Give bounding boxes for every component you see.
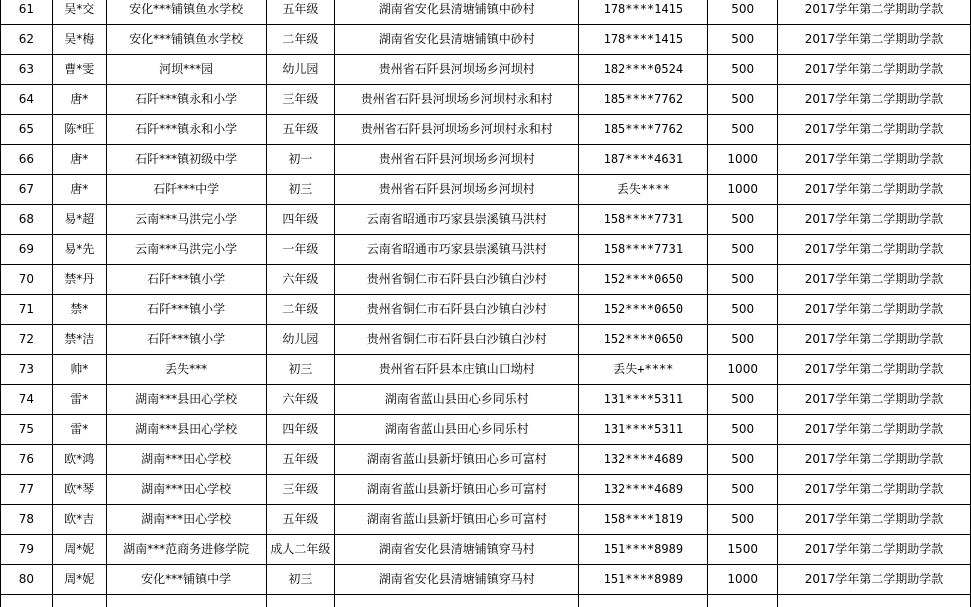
address-cell[interactable]: 湖南省安化县清塘铺镇穿马村	[335, 535, 579, 565]
term-cell[interactable]: 2017学年第二学期助学款	[777, 355, 970, 385]
amount-cell[interactable]: 500	[708, 265, 778, 295]
grade-cell[interactable]: 六年级	[266, 385, 335, 415]
term-cell[interactable]: 2017学年第二学期助学款	[777, 565, 970, 595]
student-name-cell[interactable]: 陈*旺	[52, 115, 106, 145]
school-cell[interactable]: 丢失***	[106, 355, 266, 385]
term-cell[interactable]: 2017学年第二学期助学款	[777, 295, 970, 325]
term-cell[interactable]: 2017学年第二学期助学款	[777, 415, 970, 445]
table-row	[1, 175, 971, 205]
row-number-cell[interactable]: 78	[1, 505, 53, 535]
table-row	[1, 0, 971, 25]
phone-cell[interactable]: 158****7731	[579, 205, 708, 235]
school-cell[interactable]: 河坝***园	[106, 55, 266, 85]
address-cell[interactable]: 贵州省石阡县河坝场乡河坝村	[335, 145, 579, 175]
school-cell[interactable]: 安化***铺镇鱼水学校	[106, 25, 266, 55]
term-cell[interactable]: 2017学年第二学期助学款	[777, 145, 970, 175]
row-number-cell[interactable]: 70	[1, 265, 53, 295]
school-cell[interactable]: 石阡***镇永和小学	[106, 85, 266, 115]
student-name-cell[interactable]: 唐*	[52, 145, 106, 175]
grade-cell[interactable]: 三年级	[266, 85, 335, 115]
amount-cell[interactable]: 1000	[708, 565, 778, 595]
table-row	[1, 265, 971, 295]
table-row-empty	[1, 595, 971, 607]
grade-cell[interactable]: 三年级	[266, 475, 335, 505]
phone-cell[interactable]: 158****1819	[579, 505, 708, 535]
term-cell[interactable]: 2017学年第二学期助学款	[777, 235, 970, 265]
phone-cell[interactable]: 182****0524	[579, 55, 708, 85]
student-name-cell[interactable]: 易*先	[52, 235, 106, 265]
empty-cell[interactable]	[106, 595, 266, 607]
school-cell[interactable]: 湖南***县田心学校	[106, 415, 266, 445]
student-name-cell[interactable]: 帅*	[52, 355, 106, 385]
school-cell[interactable]: 石阡***镇永和小学	[106, 115, 266, 145]
student-name-cell[interactable]: 易*超	[52, 205, 106, 235]
address-cell[interactable]: 贵州省铜仁市石阡县白沙镇白沙村	[335, 265, 579, 295]
row-number-cell[interactable]: 68	[1, 205, 53, 235]
table-row	[1, 475, 971, 505]
table-row	[1, 535, 971, 565]
row-number-cell[interactable]: 75	[1, 415, 53, 445]
address-cell[interactable]: 贵州省铜仁市石阡县白沙镇白沙村	[335, 325, 579, 355]
empty-cell[interactable]	[579, 595, 708, 607]
amount-cell[interactable]: 500	[708, 415, 778, 445]
phone-cell[interactable]: 152****0650	[579, 325, 708, 355]
grade-cell[interactable]: 六年级	[266, 265, 335, 295]
row-number-cell[interactable]: 63	[1, 55, 53, 85]
row-number-cell[interactable]: 79	[1, 535, 53, 565]
row-number-cell[interactable]: 64	[1, 85, 53, 115]
row-number-cell[interactable]: 73	[1, 355, 53, 385]
phone-cell[interactable]: 131****5311	[579, 415, 708, 445]
grade-cell[interactable]: 四年级	[266, 205, 335, 235]
term-cell[interactable]: 2017学年第二学期助学款	[777, 475, 970, 505]
term-cell[interactable]: 2017学年第二学期助学款	[777, 55, 970, 85]
row-number-cell[interactable]: 61	[1, 0, 53, 25]
term-cell[interactable]: 2017学年第二学期助学款	[777, 325, 970, 355]
table-body	[1, 0, 971, 607]
student-name-cell[interactable]: 禁*丹	[52, 265, 106, 295]
row-number-cell[interactable]: 69	[1, 235, 53, 265]
student-name-cell[interactable]: 吴*梅	[52, 25, 106, 55]
row-number-cell[interactable]: 62	[1, 25, 53, 55]
student-name-cell[interactable]: 曹*雯	[52, 55, 106, 85]
table-row	[1, 55, 971, 85]
amount-cell[interactable]: 500	[708, 205, 778, 235]
amount-cell[interactable]: 1000	[708, 175, 778, 205]
amount-cell[interactable]: 500	[708, 55, 778, 85]
address-cell[interactable]: 湖南省蓝山县新圩镇田心乡可富村	[335, 505, 579, 535]
row-number-cell[interactable]: 76	[1, 445, 53, 475]
empty-cell[interactable]	[708, 595, 778, 607]
empty-cell[interactable]	[266, 595, 335, 607]
student-name-cell[interactable]: 唐*	[52, 85, 106, 115]
phone-cell[interactable]: 158****7731	[579, 235, 708, 265]
address-cell[interactable]: 贵州省石阡县河坝场乡河坝村	[335, 55, 579, 85]
address-cell[interactable]: 云南省昭通市巧家县崇溪镇马洪村	[335, 235, 579, 265]
school-cell[interactable]: 石阡***中学	[106, 175, 266, 205]
student-name-cell[interactable]: 欧*鸿	[52, 445, 106, 475]
table-row	[1, 565, 971, 595]
grade-cell[interactable]: 初三	[266, 565, 335, 595]
phone-cell[interactable]: 丢失****	[579, 175, 708, 205]
amount-cell[interactable]: 500	[708, 385, 778, 415]
table-row	[1, 385, 971, 415]
address-cell[interactable]: 湖南省蓝山县田心乡同乐村	[335, 415, 579, 445]
amount-cell[interactable]: 500	[708, 295, 778, 325]
address-cell[interactable]: 贵州省石阡县本庄镇山口坳村	[335, 355, 579, 385]
row-number-cell[interactable]: 67	[1, 175, 53, 205]
school-cell[interactable]: 石阡***镇初级中学	[106, 145, 266, 175]
grade-cell[interactable]: 成人二年级	[266, 535, 335, 565]
address-cell[interactable]: 贵州省铜仁市石阡县白沙镇白沙村	[335, 295, 579, 325]
address-cell[interactable]: 湖南省蓝山县新圩镇田心乡可富村	[335, 475, 579, 505]
school-cell[interactable]: 湖南***田心学校	[106, 505, 266, 535]
address-cell[interactable]: 湖南省蓝山县新圩镇田心乡可富村	[335, 445, 579, 475]
student-name-cell[interactable]: 唐*	[52, 175, 106, 205]
amount-cell[interactable]: 500	[708, 505, 778, 535]
address-cell[interactable]: 贵州省石阡县河坝场乡河坝村永和村	[335, 115, 579, 145]
table-row	[1, 295, 971, 325]
grade-cell[interactable]: 五年级	[266, 115, 335, 145]
grade-cell[interactable]: 五年级	[266, 505, 335, 535]
address-cell[interactable]: 湖南省安化县清塘铺镇中砂村	[335, 0, 579, 25]
term-cell[interactable]: 2017学年第二学期助学款	[777, 535, 970, 565]
school-cell[interactable]: 安化***铺镇中学	[106, 565, 266, 595]
school-cell[interactable]: 湖南***范商务进修学院	[106, 535, 266, 565]
term-cell[interactable]: 2017学年第二学期助学款	[777, 505, 970, 535]
student-name-cell[interactable]: 吴*交	[52, 0, 106, 25]
table-row	[1, 115, 971, 145]
amount-cell[interactable]: 500	[708, 475, 778, 505]
student-name-cell[interactable]: 禁*	[52, 295, 106, 325]
school-cell[interactable]: 湖南***田心学校	[106, 445, 266, 475]
term-cell[interactable]: 2017学年第二学期助学款	[777, 85, 970, 115]
phone-cell[interactable]: 丢失+****	[579, 355, 708, 385]
amount-cell[interactable]: 500	[708, 115, 778, 145]
student-name-cell[interactable]: 欧*吉	[52, 505, 106, 535]
table-row	[1, 415, 971, 445]
term-cell[interactable]: 2017学年第二学期助学款	[777, 385, 970, 415]
student-name-cell[interactable]: 禁*洁	[52, 325, 106, 355]
school-cell[interactable]: 石阡***镇小学	[106, 265, 266, 295]
phone-cell[interactable]: 132****4689	[579, 445, 708, 475]
grade-cell[interactable]: 一年级	[266, 235, 335, 265]
amount-cell[interactable]: 500	[708, 25, 778, 55]
school-cell[interactable]: 安化***铺镇鱼水学校	[106, 0, 266, 25]
grade-cell[interactable]: 幼儿园	[266, 325, 335, 355]
term-cell[interactable]: 2017学年第二学期助学款	[777, 0, 970, 25]
term-cell[interactable]: 2017学年第二学期助学款	[777, 205, 970, 235]
address-cell[interactable]: 云南省昭通市巧家县崇溪镇马洪村	[335, 205, 579, 235]
amount-cell[interactable]: 1000	[708, 145, 778, 175]
empty-cell[interactable]	[52, 595, 106, 607]
term-cell[interactable]: 2017学年第二学期助学款	[777, 175, 970, 205]
amount-cell[interactable]: 1500	[708, 535, 778, 565]
phone-cell[interactable]: 185****7762	[579, 115, 708, 145]
amount-cell[interactable]: 500	[708, 445, 778, 475]
table-row	[1, 445, 971, 475]
phone-cell[interactable]: 131****5311	[579, 385, 708, 415]
table-row	[1, 25, 971, 55]
phone-cell[interactable]: 178****1415	[579, 25, 708, 55]
amount-cell[interactable]: 1000	[708, 355, 778, 385]
school-cell[interactable]: 云南***马洪完小学	[106, 235, 266, 265]
school-cell[interactable]: 石阡***镇小学	[106, 325, 266, 355]
empty-cell[interactable]	[1, 595, 53, 607]
student-name-cell[interactable]: 雷*	[52, 415, 106, 445]
table-row	[1, 145, 971, 175]
term-cell[interactable]: 2017学年第二学期助学款	[777, 265, 970, 295]
term-cell[interactable]: 2017学年第二学期助学款	[777, 445, 970, 475]
school-cell[interactable]: 湖南***县田心学校	[106, 385, 266, 415]
row-number-cell[interactable]: 71	[1, 295, 53, 325]
student-name-cell[interactable]: 周*妮	[52, 535, 106, 565]
phone-cell[interactable]: 178****1415	[579, 0, 708, 25]
table-row	[1, 205, 971, 235]
grade-cell[interactable]: 幼儿园	[266, 55, 335, 85]
term-cell[interactable]: 2017学年第二学期助学款	[777, 25, 970, 55]
address-cell[interactable]: 贵州省石阡县河坝场乡河坝村永和村	[335, 85, 579, 115]
row-number-cell[interactable]: 80	[1, 565, 53, 595]
phone-cell[interactable]: 187****4631	[579, 145, 708, 175]
student-name-cell[interactable]: 欧*琴	[52, 475, 106, 505]
address-cell[interactable]: 湖南省安化县清塘铺镇中砂村	[335, 25, 579, 55]
row-number-cell[interactable]: 65	[1, 115, 53, 145]
phone-cell[interactable]: 152****0650	[579, 295, 708, 325]
empty-cell[interactable]	[335, 595, 579, 607]
amount-cell[interactable]: 500	[708, 325, 778, 355]
school-cell[interactable]: 湖南***田心学校	[106, 475, 266, 505]
grade-cell[interactable]: 五年级	[266, 445, 335, 475]
table-row	[1, 85, 971, 115]
phone-cell[interactable]: 151****8989	[579, 535, 708, 565]
row-number-cell[interactable]: 66	[1, 145, 53, 175]
grade-cell[interactable]: 初三	[266, 355, 335, 385]
grade-cell[interactable]: 初一	[266, 145, 335, 175]
empty-cell[interactable]	[777, 595, 970, 607]
phone-cell[interactable]: 132****4689	[579, 475, 708, 505]
grade-cell[interactable]: 二年级	[266, 295, 335, 325]
table-row	[1, 325, 971, 355]
term-cell[interactable]: 2017学年第二学期助学款	[777, 115, 970, 145]
grade-cell[interactable]: 初三	[266, 175, 335, 205]
amount-cell[interactable]: 500	[708, 85, 778, 115]
row-number-cell[interactable]: 77	[1, 475, 53, 505]
grade-cell[interactable]: 二年级	[266, 25, 335, 55]
student-name-cell[interactable]: 雷*	[52, 385, 106, 415]
school-cell[interactable]: 石阡***镇小学	[106, 295, 266, 325]
student-name-cell[interactable]: 周*妮	[52, 565, 106, 595]
table-row	[1, 235, 971, 265]
amount-cell[interactable]: 500	[708, 235, 778, 265]
phone-cell[interactable]: 151****8989	[579, 565, 708, 595]
phone-cell[interactable]: 152****0650	[579, 265, 708, 295]
grade-cell[interactable]: 五年级	[266, 0, 335, 25]
school-cell[interactable]: 云南***马洪完小学	[106, 205, 266, 235]
address-cell[interactable]: 湖南省安化县清塘铺镇穿马村	[335, 565, 579, 595]
amount-cell[interactable]: 500	[708, 0, 778, 25]
table-row	[1, 505, 971, 535]
row-number-cell[interactable]: 74	[1, 385, 53, 415]
row-number-cell[interactable]: 72	[1, 325, 53, 355]
grade-cell[interactable]: 四年级	[266, 415, 335, 445]
table-row	[1, 355, 971, 385]
phone-cell[interactable]: 185****7762	[579, 85, 708, 115]
address-cell[interactable]: 湖南省蓝山县田心乡同乐村	[335, 385, 579, 415]
address-cell[interactable]: 贵州省石阡县河坝场乡河坝村	[335, 175, 579, 205]
